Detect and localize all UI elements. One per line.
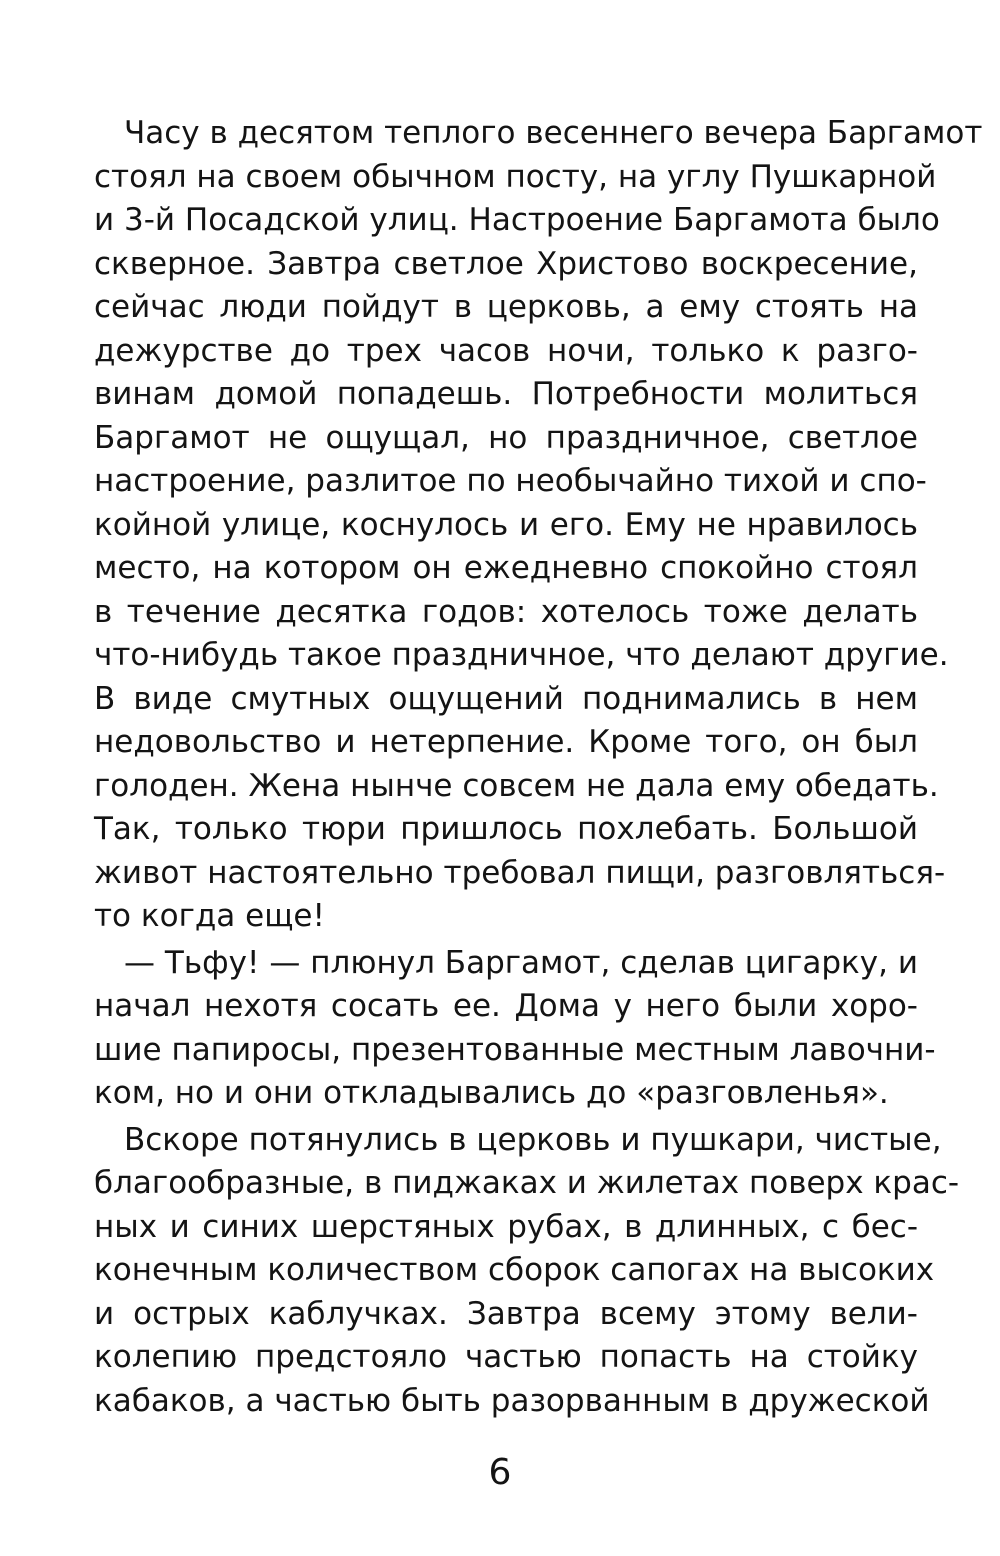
text-line: койной улице, коснулось и его. Ему не нравилось: [94, 506, 918, 543]
text-line: В виде смутных ощущений поднимались в нем: [94, 680, 918, 717]
text-line: Часу в десятом теплого весеннего вечера Баргамот: [124, 115, 983, 151]
text-line: стоял на своем обычном посту, на углу Пушкарной: [94, 158, 937, 195]
text-line: живот настоятельно требовал пищи, разговляться-: [94, 854, 946, 891]
text-line: место, на котором он ежедневно спокойно стоял: [94, 550, 918, 586]
body-text: [94, 112, 983, 1423]
text-line: в течение десятка годов: хотелось тоже делать: [94, 593, 918, 630]
text-line: колепию предстояло частью попасть на стойку: [94, 1339, 918, 1375]
paragraph-1: [94, 112, 983, 939]
text-line: кабаков, а частью быть разорванным в дружеской: [94, 1382, 930, 1419]
paragraph-3: [94, 1119, 960, 1424]
text-line: сейчас люди пойдут в церковь, а ему стоять на: [94, 289, 918, 325]
text-line: и 3-й Посадской улиц. Настроение Баргамота было: [94, 202, 940, 238]
text-line: благообразные, в пиджаках и жилетах поверх крас-: [94, 1165, 960, 1201]
text-line: скверное. Завтра светлое Христово воскресение,: [94, 245, 918, 282]
page-number: 6: [488, 1452, 512, 1493]
text-line: недовольство и нетерпение. Кроме того, он был: [94, 724, 918, 760]
text-line: ком, но и они откладывались до «разговленья».: [94, 1075, 889, 1111]
text-line: винам домой попадешь. Потребности молиться: [94, 376, 918, 412]
text-line: Вскоре потянулись в церковь и пушкари, чистые,: [124, 1121, 942, 1158]
text-line: что-нибудь такое праздничное, что делают другие.: [94, 637, 949, 673]
paragraph-2: [94, 942, 936, 1116]
text-line: — Тьфу! — плюнул Баргамот, сделав цигарку, и: [124, 944, 918, 981]
text-line: начал нехотя сосать ее. Дома у него были хоро-: [94, 988, 918, 1024]
text-line: то когда еще!: [94, 898, 325, 934]
text-line: настроение, разлитое по необычайно тихой и спо-: [94, 463, 927, 499]
text-line: Так, только тюри пришлось похлебать. Большой: [94, 811, 918, 847]
text-line: Баргамот не ощущал, но праздничное, светлое: [94, 419, 918, 456]
text-line: шие папиросы, презентованные местным лавочни-: [94, 1031, 936, 1068]
text-line: и острых каблучках. Завтра всему этому вели-: [94, 1295, 918, 1332]
text-line: голоден. Жена нынче совсем не дала ему обедать.: [94, 767, 939, 804]
text-line: конечным количеством сборок сапогах на высоких: [94, 1252, 935, 1288]
text-line: ных и синих шерстяных рубах, в длинных, с бес-: [94, 1208, 918, 1245]
text-line: дежурстве до трех часов ночи, только к разго-: [94, 332, 918, 369]
